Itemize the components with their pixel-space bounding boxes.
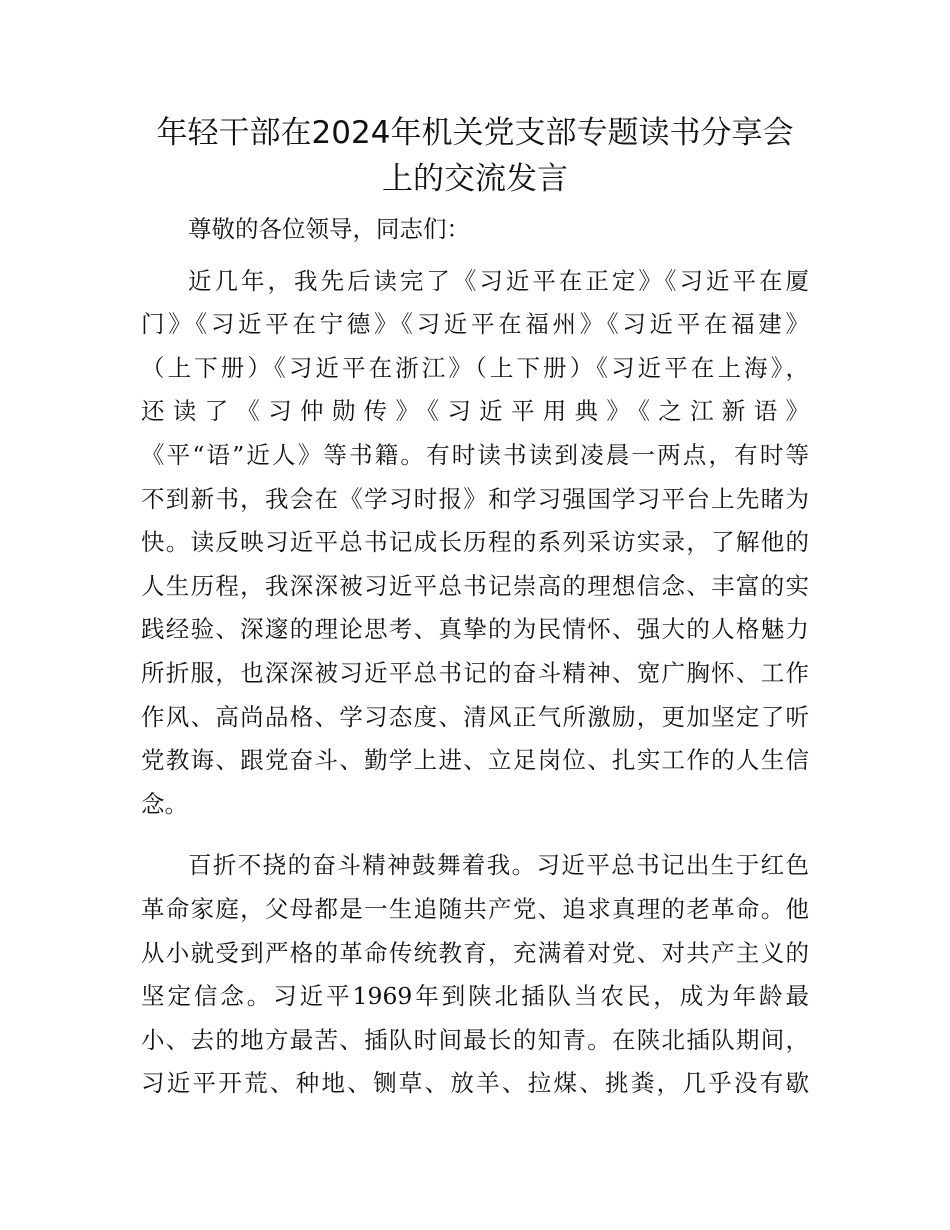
document-page — [141, 110, 809, 1106]
paragraph-line: 从小就受到严格的革命传统教育，充满着对党、对共产主义的 — [141, 938, 809, 967]
paragraph-line: 作风、高尚品格、学习态度、清风正气所激励，更加坚定了听 — [141, 702, 809, 731]
paragraph-line: 近几年，我先后读完了《习近平在正定》《习近平在厦 — [188, 266, 809, 295]
paragraph-line: 还读了《习仲勋传》《习近平用典》《之江新语》 — [141, 397, 809, 426]
paragraph-line: 所折服，也深深被习近平总书记的奋斗精神、宽广胸怀、工作 — [141, 658, 809, 687]
paragraph-line: （上下册）《习近平在浙江》（上下册）《习近平在上海》， — [141, 353, 809, 382]
paragraph-line: 革命家庭，父母都是一生追随共产党、追求真理的老革命。他 — [141, 894, 809, 923]
paragraph-line: 践经验、深邃的理论思考、真挚的为民情怀、强大的人格魅力 — [141, 615, 809, 644]
paragraph-line: 小、去的地方最苦、插队时间最长的知青。在陕北插队期间， — [141, 1025, 809, 1054]
paragraph-line: 念。 — [141, 789, 188, 818]
paragraph-line: 不到新书，我会在《学习时报》和学习强国学习平台上先睹为 — [141, 484, 809, 513]
paragraph-line: 坚定信念。习近平1969年到陕北插队当农民，成为年龄最 — [141, 982, 809, 1011]
paragraph-2 — [141, 844, 809, 1106]
paragraph-line: 习近平开荒、种地、铡草、放羊、拉煤、挑粪，几乎没有歇 — [141, 1069, 809, 1098]
paragraph-line: 党教诲、跟党奋斗、勤学上进、立足岗位、扎实工作的人生信 — [141, 746, 809, 775]
paragraph-line: 百折不挠的奋斗精神鼓舞着我。习近平总书记出生于红色 — [188, 851, 809, 880]
title-line-1: 年轻干部在2024年机关党支部专题读书分享会 — [156, 115, 794, 151]
paragraph-line: 快。读反映习近平总书记成长历程的系列采访实录，了解他的 — [141, 528, 809, 557]
document-title — [141, 110, 809, 202]
salutation-text: 尊敬的各位领导，同志们： — [188, 215, 470, 243]
title-line-2: 上的交流发言 — [382, 161, 568, 197]
paragraph-line: 《平“语”近人》等书籍。有时读书读到凌晨一两点，有时等 — [141, 440, 809, 469]
paragraph-1 — [141, 260, 809, 827]
salutation — [141, 208, 809, 252]
paragraph-line: 人生历程，我深深被习近平总书记崇高的理想信念、丰富的实 — [141, 571, 809, 600]
paragraph-line: 门》《习近平在宁德》《习近平在福州》《习近平在福建》 — [141, 310, 809, 339]
